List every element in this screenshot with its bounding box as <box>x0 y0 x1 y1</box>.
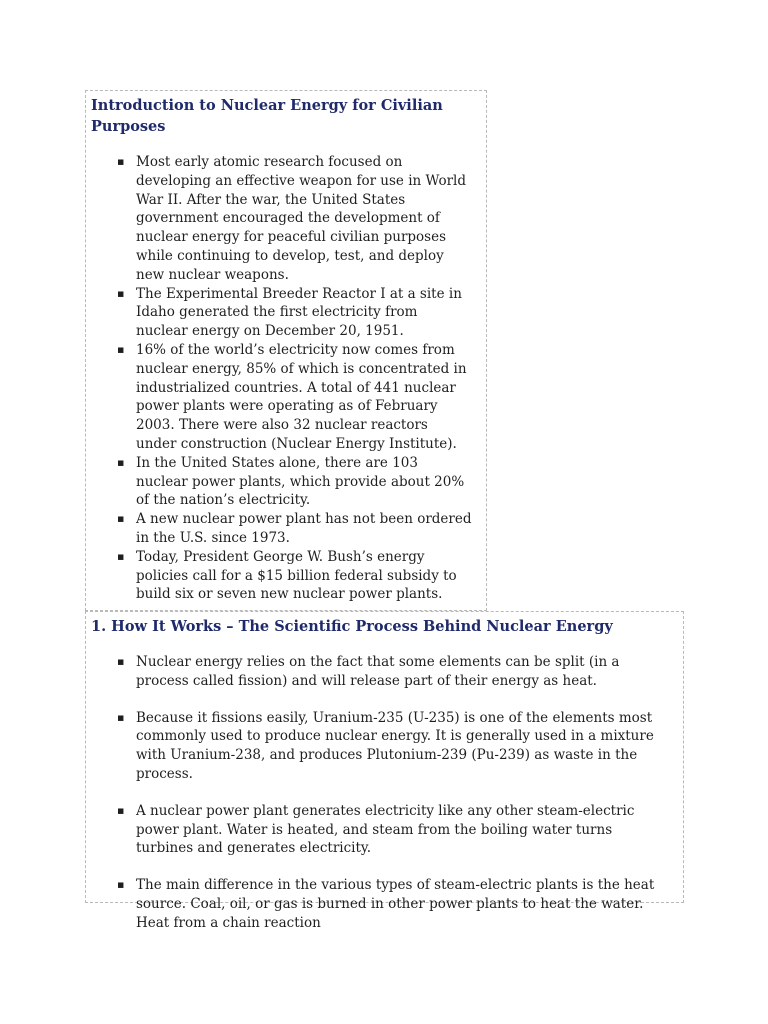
bullet-icon: ▪ <box>117 342 125 356</box>
list-item <box>91 153 472 285</box>
list-item <box>91 510 472 548</box>
bullet-icon: ▪ <box>117 710 125 724</box>
list-item <box>91 709 669 784</box>
bullet-icon: ▪ <box>117 512 125 526</box>
list-item-text: Most early atomic research focused on developing an effective weapon for use in World War II. After the war, the United States government encouraged the development of nuclear energy for peaceful civilian purposes while continuing to develop, test, and deploy new nuclear weapons. <box>136 154 467 283</box>
bullet-icon: ▪ <box>117 549 125 563</box>
intro-section <box>85 90 487 611</box>
list-item <box>91 653 669 691</box>
list-item <box>91 454 472 510</box>
intro-section-title: Introduction to Nuclear Energy for Civilian Purposes <box>91 97 443 135</box>
list-item-text: The Experimental Breeder Reactor I at a site in Idaho generated the first electricity from nuclear energy on December 20, 1951. <box>136 285 462 340</box>
bullet-icon: ▪ <box>117 878 125 892</box>
list-item <box>91 285 472 341</box>
intro-bullet-list <box>91 153 472 604</box>
list-item-text: A new nuclear power plant has not been ordered in the U.S. since 1973. <box>136 511 472 546</box>
bullet-icon: ▪ <box>117 286 125 300</box>
bullet-icon: ▪ <box>117 155 125 168</box>
list-item-text: Because it fissions easily, Uranium-235 (U-235) is one of the elements most commonly used to produce nuclear energy. It is generally used in a mixture with Uranium-238, and produces Plutonium-239 (Pu-239) as waste in the process. <box>136 709 654 782</box>
how-it-works-title: 1. How It Works – The Scientific Process Behind Nuclear Energy <box>91 618 613 635</box>
list-item-text: Nuclear energy relies on the fact that some elements can be split (in a process called fission) and will release part of their energy as heat. <box>136 654 620 689</box>
list-item <box>91 876 669 932</box>
list-item <box>91 802 669 858</box>
bullet-icon: ▪ <box>117 655 125 668</box>
list-item-text: In the United States alone, there are 103 nuclear power plants, which provide about 20% of the nation’s electricity. <box>136 454 465 509</box>
list-item <box>91 341 472 454</box>
how-it-works-bullet-list <box>91 653 669 933</box>
bullet-icon: ▪ <box>117 455 125 469</box>
bullet-icon: ▪ <box>117 803 125 817</box>
list-item-text: Today, President George W. Bush’s energy policies call for a $15 billion federal subsidy to build six or seven new nuclear power plants. <box>136 548 457 603</box>
how-it-works-section <box>85 611 684 931</box>
list-item-text: 16% of the world’s electricity now comes from nuclear energy, 85% of which is concentrated in industrialized countries. A total of 441 nuclear power plants were operating as of February 2003. There were also 32 nuclear reactors under construction (Nuclear Energy Institute). <box>136 341 467 452</box>
list-item <box>91 548 472 604</box>
list-item-text: The main difference in the various types of steam-electric plants is the heat source. Coal, oil, or gas is burned in other power plants to heat the water. Heat from a chain reaction <box>136 877 655 931</box>
list-item-text: A nuclear power plant generates electricity like any other steam-electric power plant. Water is heated, and steam from the boiling water turns turbines and generates electricity. <box>136 802 635 857</box>
